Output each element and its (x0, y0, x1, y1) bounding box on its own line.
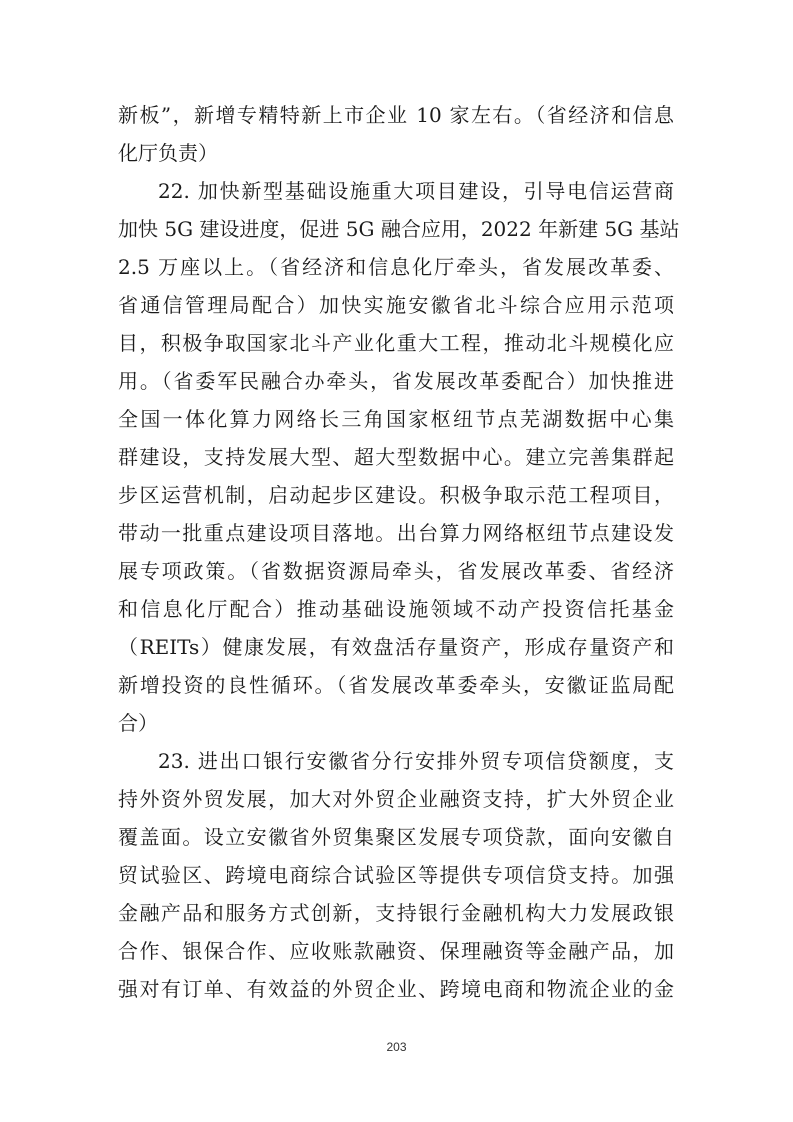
paragraph-23-first-line: 23. 进出口银行安徽省分行安排外贸专项信贷额度，支 (158, 749, 674, 773)
text-line: 用。（省委军民融合办牵头，省发展改革委配合）加快推进 (118, 369, 674, 393)
text-line: 2.5 万座以上。（省经济和信息化厅牵头，省发展改革委、 (118, 255, 674, 279)
text-line: 省通信管理局配合）加快实施安徽省北斗综合应用示范项 (118, 293, 674, 317)
text-line: 全国一体化算力网络长三角国家枢纽节点芜湖数据中心集 (118, 407, 674, 431)
text-line: 强对有订单、有效益的外贸企业、跨境电商和物流企业的金 (118, 977, 674, 1001)
text-line: 新板”，新增专精特新上市企业 10 家左右。（省经济和信息 (118, 103, 674, 127)
text-line: 化厅负责） (118, 141, 218, 165)
text-line: 合作、银保合作、应收账款融资、保理融资等金融产品，加 (118, 939, 674, 963)
text-line: 群建设，支持发展大型、超大型数据中心。建立完善集群起 (118, 445, 674, 469)
paragraph-22-first-line: 22. 加快新型基础设施重大项目建设，引导电信运营商 (158, 179, 674, 203)
text-line: 覆盖面。设立安徽省外贸集聚区发展专项贷款，面向安徽自 (118, 825, 674, 849)
text-line: 合） (118, 711, 158, 735)
text-line: 步区运营机制，启动起步区建设。积极争取示范工程项目， (118, 483, 674, 507)
text-line: 新增投资的良性循环。（省发展改革委牵头，安徽证监局配 (118, 673, 674, 697)
text-line: 带动一批重点建设项目落地。出台算力网络枢纽节点建设发 (118, 521, 674, 545)
text-line: 展专项政策。（省数据资源局牵头，省发展改革委、省经济 (118, 559, 674, 583)
text-line: 金融产品和服务方式创新，支持银行金融机构大力发展政银 (118, 901, 674, 925)
text-line: 加快 5G 建设进度，促进 5G 融合应用，2022 年新建 5G 基站 (118, 217, 680, 241)
text-line: 贸试验区、跨境电商综合试验区等提供专项信贷支持。加强 (118, 863, 674, 887)
text-line: （REITs）健康发展，有效盘活存量资产，形成存量资产和 (118, 635, 674, 659)
document-body (118, 96, 680, 1008)
text-line: 和信息化厅配合）推动基础设施领域不动产投资信托基金 (118, 597, 674, 621)
text-line: 持外资外贸发展，加大对外贸企业融资支持，扩大外贸企业 (118, 787, 674, 811)
text-line: 目，积极争取国家北斗产业化重大工程，推动北斗规模化应 (118, 331, 674, 355)
page-number: 203 (386, 1040, 407, 1054)
